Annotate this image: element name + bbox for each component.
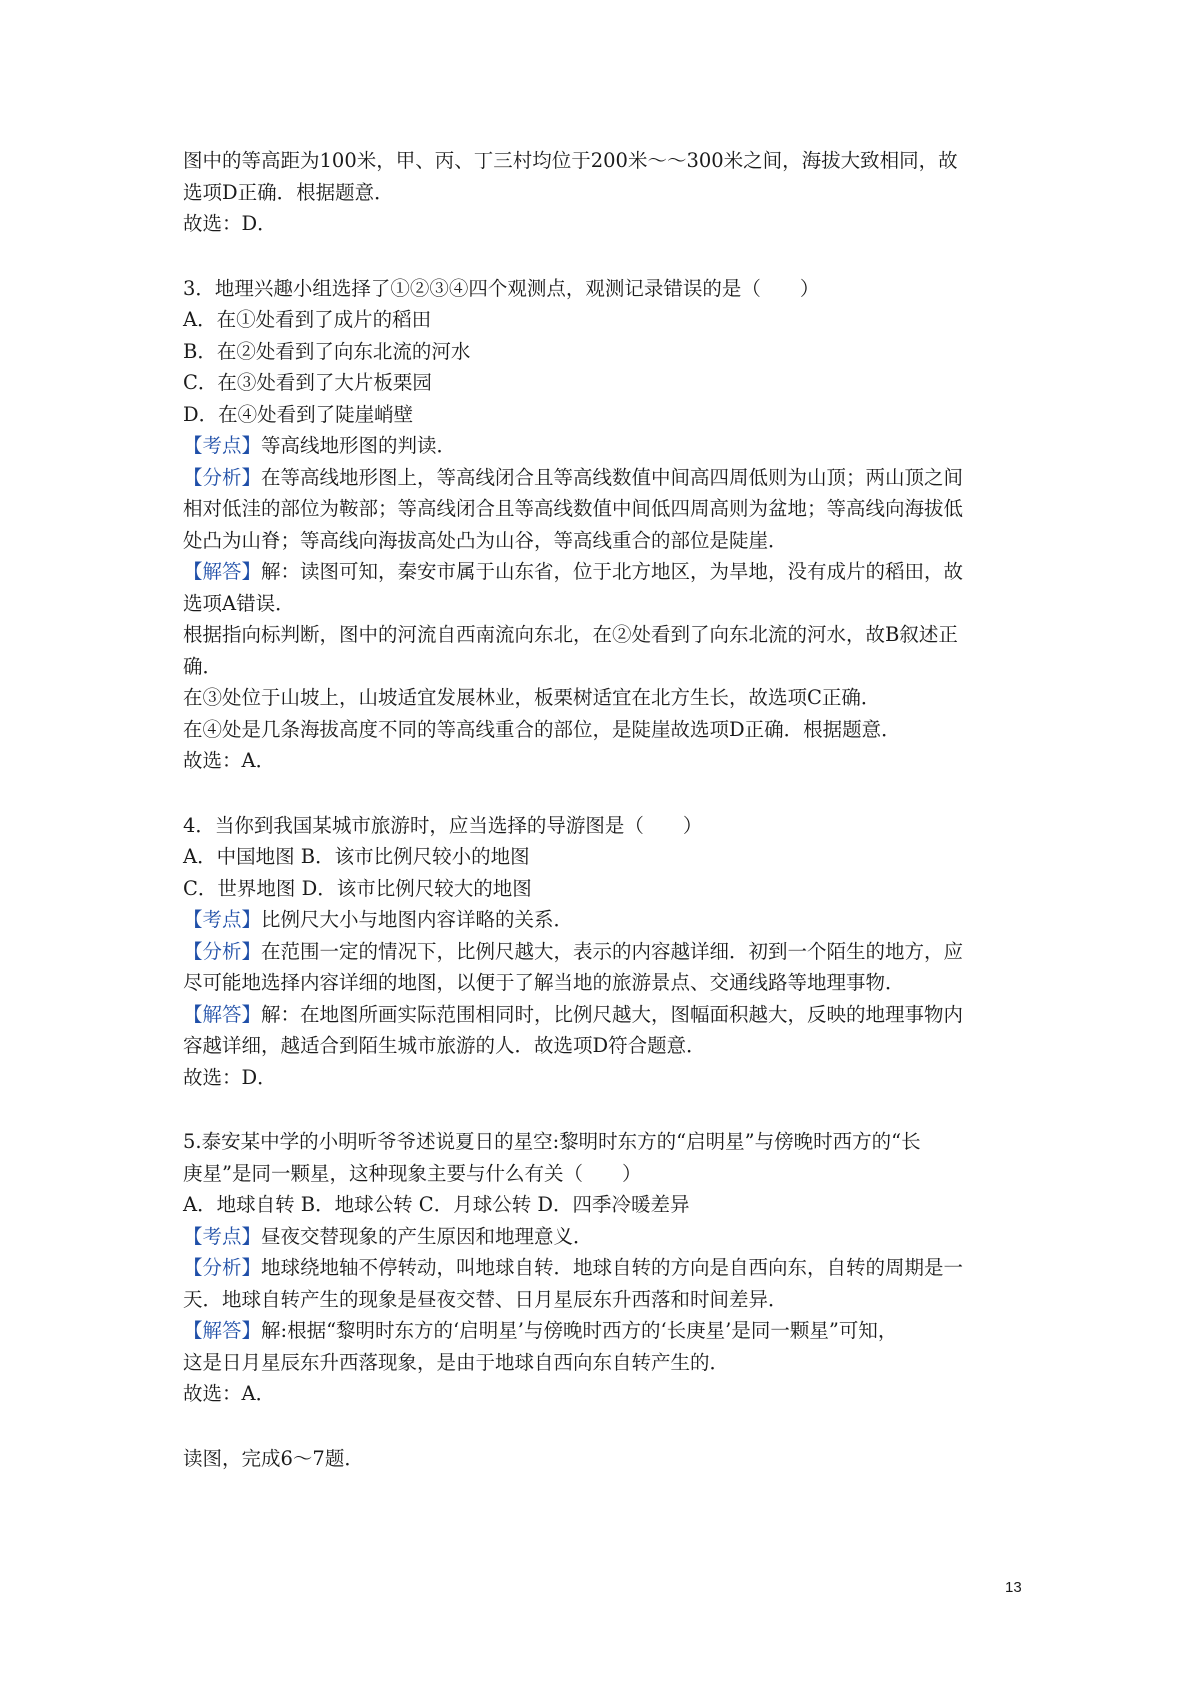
kaodian-tag: 【考点】 bbox=[183, 908, 262, 931]
fenxi-text: 地球绕地轴不停转动，叫地球自转．地球自转的方向是自西向东，自转的周期是一 bbox=[261, 1256, 964, 1279]
jieda-tag: 【解答】 bbox=[183, 560, 262, 583]
q4-jieda-line-2: 容越详细，越适合到陌生城市旅游的人．故选项D符合题意． bbox=[183, 1034, 706, 1057]
q2-answer: 故选：D． bbox=[183, 212, 277, 235]
q4-stem: 4．当你到我国某城市旅游时，应当选择的导游图是（ ） bbox=[183, 813, 703, 837]
q4-answer: 故选：D． bbox=[183, 1065, 277, 1089]
jieda-tag: 【解答】 bbox=[183, 1002, 262, 1026]
q4-jieda-line-1 bbox=[183, 999, 1043, 1031]
jieda-text: 解：读图可知，秦安市属于山东省，位于北方地区，为旱地，没有成片的稻田，故 bbox=[261, 560, 964, 583]
q4-options-line-1: A．中国地图 B．该市比例尺较小的地图 bbox=[183, 845, 530, 868]
jieda-text: 解：在地图所画实际范围相同时，比例尺越大，图幅面积越大，反映的地理事物内 bbox=[261, 1002, 964, 1026]
q5-answer: 故选：A． bbox=[183, 1382, 276, 1405]
q4-options-line-2: C．世界地图 D．该市比例尺较大的地图 bbox=[183, 876, 532, 900]
q3-kaodian bbox=[183, 430, 1043, 462]
q5-kaodian bbox=[183, 1221, 1043, 1253]
q3-jieda-line-2: 选项A错误． bbox=[183, 591, 295, 615]
jieda-text: 解:根据“黎明时东方的‘启明星’与傍晚时西方的‘长庚星’是同一颗星”可知， bbox=[261, 1319, 898, 1342]
q3-option-a: A．在①处看到了成片的稻田 bbox=[183, 308, 432, 331]
q2-analysis-line-2: 选项D正确．根据题意． bbox=[183, 180, 394, 204]
kaodian-text: 比例尺大小与地图内容详略的关系． bbox=[261, 908, 574, 931]
q3-fenxi-line-3: 处凸为山脊；等高线向海拔高处凸为山谷，等高线重合的部位是陡崖． bbox=[183, 528, 788, 552]
kaodian-text: 昼夜交替现象的产生原因和地理意义． bbox=[261, 1224, 593, 1248]
q5-fenxi-line-2: 天．地球自转产生的现象是昼夜交替、日月星辰东升西落和时间差异． bbox=[183, 1287, 788, 1311]
q5-fenxi-line-1 bbox=[183, 1252, 1043, 1284]
spacer bbox=[183, 240, 1043, 273]
q3-stem: 3．地理兴趣小组选择了①②③④四个观测点，观测记录错误的是（ ） bbox=[183, 276, 820, 300]
spacer bbox=[183, 1093, 1043, 1126]
spacer bbox=[183, 777, 1043, 810]
q2-analysis-line-1: 图中的等高距为100米，甲、丙、丁三村均位于200米～～300米之间，海拔大致相同，故 bbox=[183, 149, 958, 172]
q4-fenxi-line-2: 尽可能地选择内容详细的地图，以便于了解当地的旅游景点、交通线路等地理事物． bbox=[183, 971, 905, 994]
q3-option-b: B．在②处看到了向东北流的河水 bbox=[183, 339, 471, 363]
q3-option-c: C．在③处看到了大片板栗园 bbox=[183, 371, 432, 394]
q3-option-d: D．在④处看到了陡崖峭壁 bbox=[183, 402, 414, 426]
fenxi-tag: 【分析】 bbox=[183, 465, 262, 489]
q4-fenxi-line-1 bbox=[183, 936, 1043, 968]
q3-jieda-line-6: 在④处是几条海拔高度不同的等高线重合的部位，是陡崖故选项D正确．根据题意． bbox=[183, 717, 901, 741]
kaodian-text: 等高线地形图的判读． bbox=[261, 434, 457, 457]
q4-kaodian bbox=[183, 904, 1043, 936]
q3-jieda-line-4: 确． bbox=[183, 654, 223, 678]
q3-jieda-line-5: 在③处位于山坡上，山坡适宜发展林业，板栗树适宜在北方生长，故选项C正确． bbox=[183, 686, 881, 709]
q5-stem-line-2: 庚星”是同一颗星，这种现象主要与什么有关（ ） bbox=[183, 1161, 642, 1185]
kaodian-tag: 【考点】 bbox=[183, 434, 262, 457]
q5-options: A．地球自转 B．地球公转 C．月球公转 D．四季冷暖差异 bbox=[183, 1193, 690, 1216]
kaodian-tag: 【考点】 bbox=[183, 1224, 262, 1248]
fenxi-tag: 【分析】 bbox=[183, 1256, 262, 1279]
jieda-tag: 【解答】 bbox=[183, 1319, 262, 1342]
fenxi-text: 在范围一定的情况下，比例尺越大，表示的内容越详细．初到一个陌生的地方，应 bbox=[261, 939, 964, 963]
q3-answer: 故选：A． bbox=[183, 749, 276, 772]
q5-stem-line-1: 5.泰安某中学的小明听爷爷述说夏日的星空:黎明时东方的“启明星”与傍晚时西方的“长 bbox=[183, 1130, 921, 1153]
spacer bbox=[183, 1410, 1043, 1443]
fenxi-text: 在等高线地形图上，等高线闭合且等高线数值中间高四周低则为山顶；两山顶之间 bbox=[261, 465, 964, 489]
q5-jieda-line-1 bbox=[183, 1315, 1043, 1347]
q5-jieda-line-2: 这是日月星辰东升西落现象，是由于地球自西向东自转产生的． bbox=[183, 1350, 730, 1374]
fenxi-tag: 【分析】 bbox=[183, 939, 262, 963]
q3-jieda-line-3: 根据指向标判断，图中的河流自西南流向东北，在②处看到了向东北流的河水，故B叙述正 bbox=[183, 623, 958, 646]
q3-fenxi-line-2: 相对低洼的部位为鞍部；等高线闭合且等高线数值中间低四周高则为盆地；等高线向海拔低 bbox=[183, 497, 964, 520]
page-number: 13 bbox=[1005, 1579, 1022, 1596]
q3-jieda-line-1 bbox=[183, 556, 1043, 588]
page-content bbox=[183, 145, 1043, 1474]
q3-fenxi-line-1 bbox=[183, 462, 1043, 494]
next-instruction: 读图，完成6～7题． bbox=[183, 1446, 364, 1470]
